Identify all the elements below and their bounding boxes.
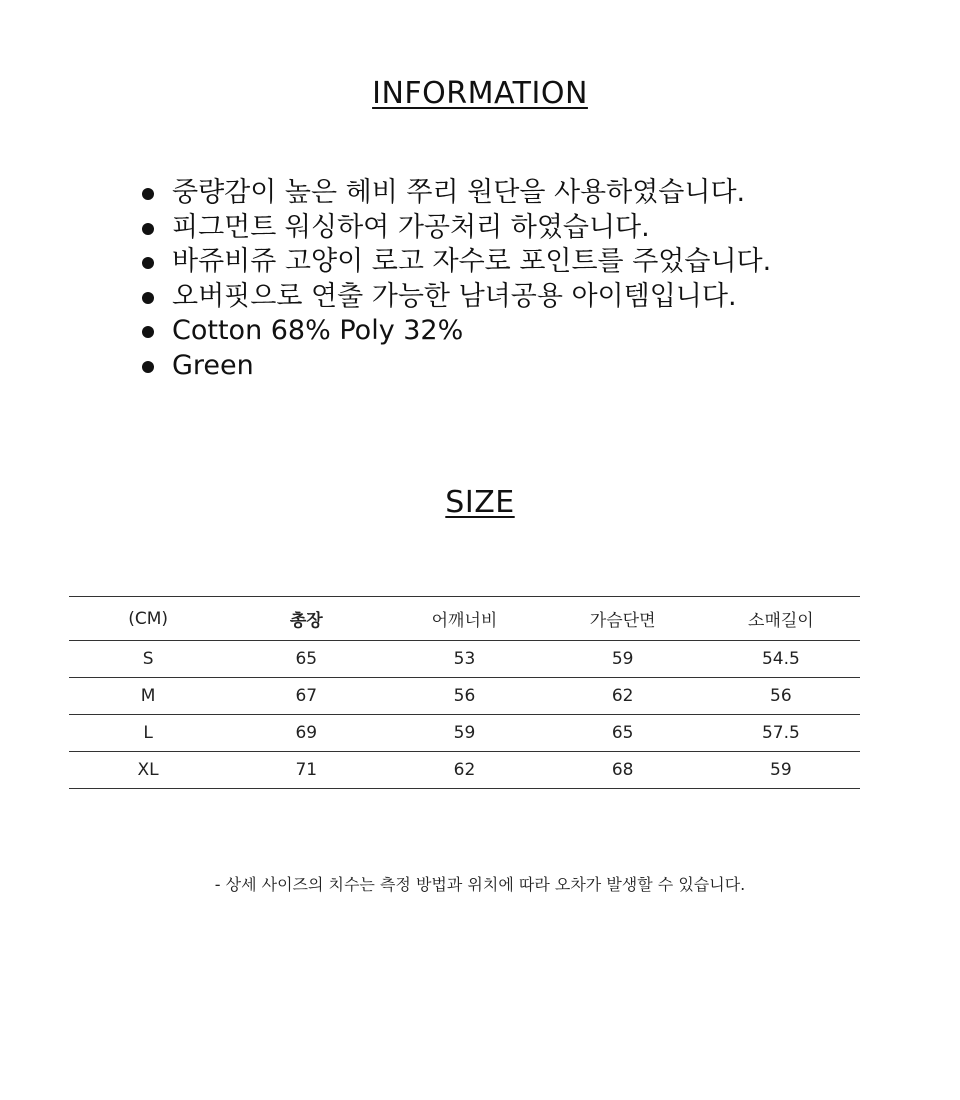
size-label: S [69, 641, 227, 678]
header-unit: (CM) [69, 597, 227, 641]
size-label: XL [69, 752, 227, 789]
header-sleeve-length: 소매길이 [702, 597, 860, 641]
table-cell: 65 [227, 641, 385, 678]
list-item: 중량감이 높은 헤비 쭈리 원단을 사용하였습니다. [141, 176, 771, 211]
size-title: SIZE [445, 485, 515, 520]
list-item: 바쥬비쥬 고양이 로고 자수로 포인트를 주었습니다. [141, 245, 771, 280]
header-chest-width: 가슴단면 [544, 597, 702, 641]
size-note: - 상세 사이즈의 치수는 측정 방법과 위치에 따라 오차가 발생할 수 있습니다. [214, 875, 746, 894]
table-cell: 54.5 [702, 641, 860, 678]
size-label: L [69, 715, 227, 752]
list-item: Green [141, 349, 771, 384]
list-item: Cotton 68% Poly 32% [141, 314, 771, 349]
table-row [69, 715, 860, 752]
size-table [69, 596, 860, 789]
table-cell: 67 [227, 678, 385, 715]
table-row [69, 641, 860, 678]
table-cell: 69 [227, 715, 385, 752]
table-cell: 65 [544, 715, 702, 752]
table-row [69, 678, 860, 715]
table-cell: 59 [702, 752, 860, 789]
table-cell: 57.5 [702, 715, 860, 752]
table-cell: 62 [385, 752, 543, 789]
table-cell: 68 [544, 752, 702, 789]
table-cell: 59 [385, 715, 543, 752]
table-cell: 59 [544, 641, 702, 678]
table-cell: 56 [385, 678, 543, 715]
list-item: 오버핏으로 연출 가능한 남녀공용 아이템입니다. [141, 280, 771, 315]
header-total-length: 총장 [227, 597, 385, 641]
header-shoulder-width: 어깨너비 [385, 597, 543, 641]
table-row [69, 752, 860, 789]
information-title: INFORMATION [372, 76, 588, 111]
table-cell: 56 [702, 678, 860, 715]
information-list [141, 176, 771, 384]
table-cell: 71 [227, 752, 385, 789]
table-header-row [69, 597, 860, 641]
list-item: 피그먼트 워싱하여 가공처리 하였습니다. [141, 211, 771, 246]
table-cell: 62 [544, 678, 702, 715]
size-label: M [69, 678, 227, 715]
table-cell: 53 [385, 641, 543, 678]
